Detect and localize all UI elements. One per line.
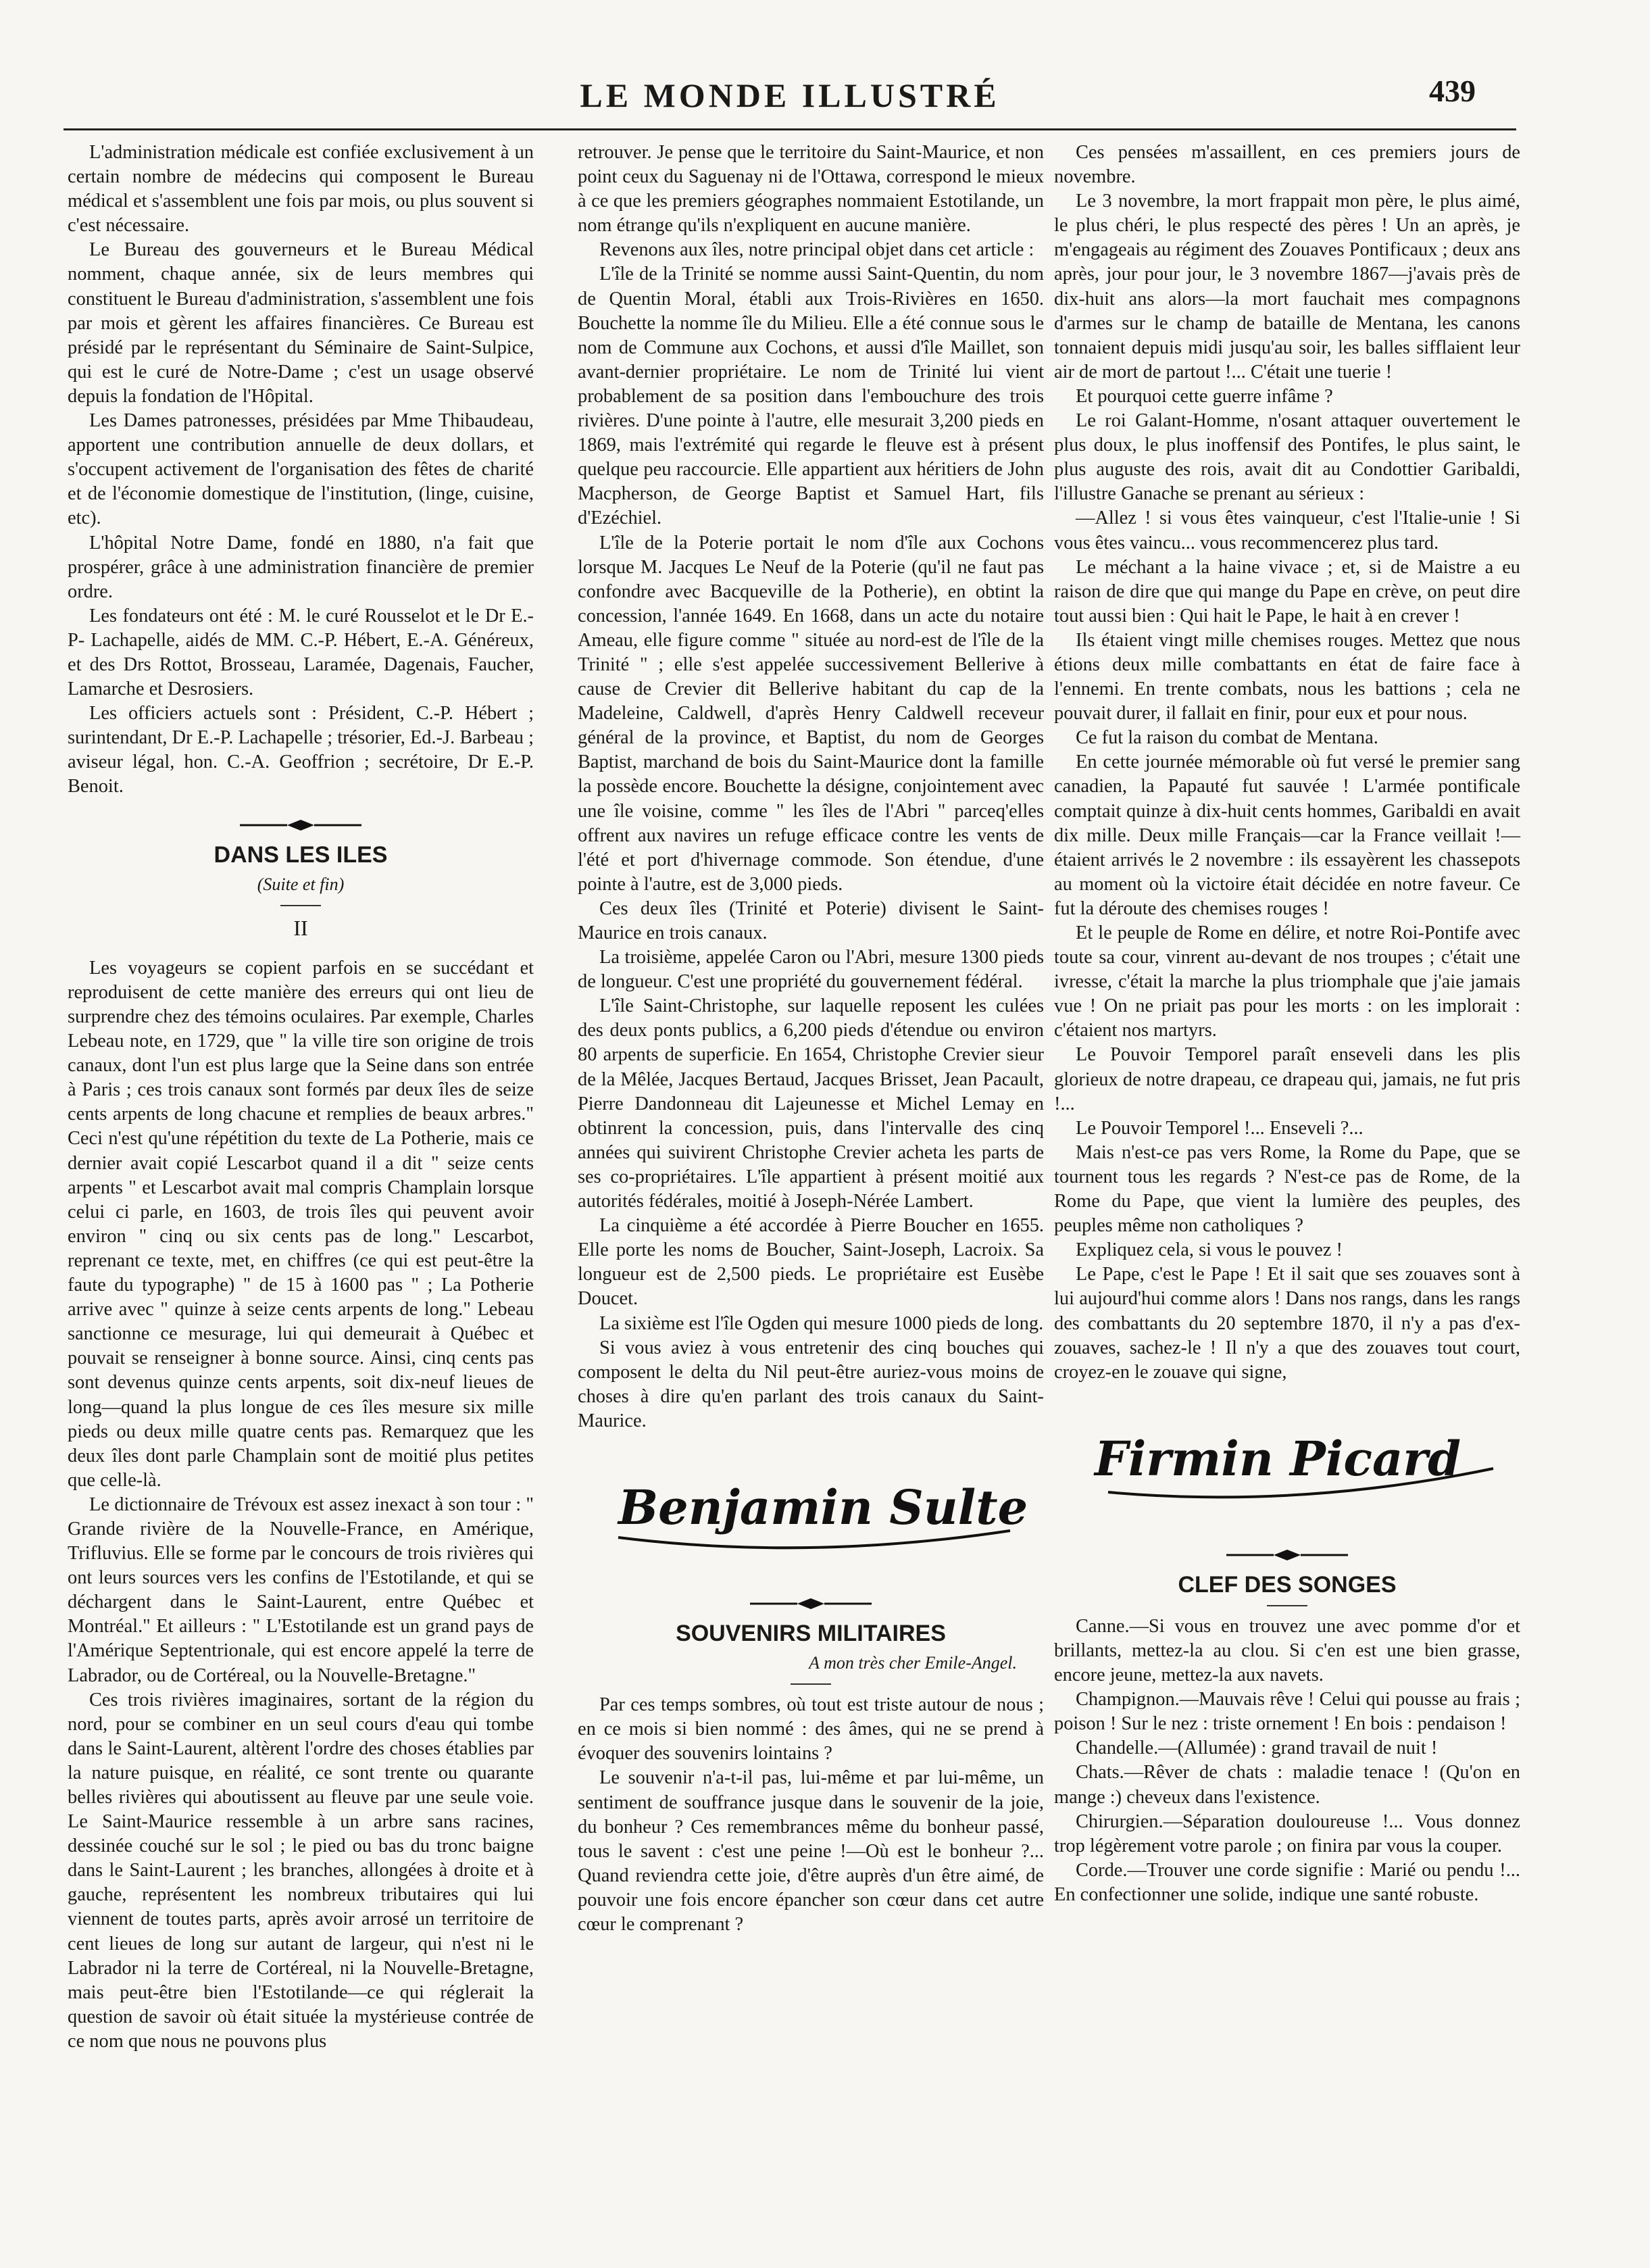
divider-rule (280, 905, 321, 906)
section-subtitle: (Suite et fin) (257, 874, 345, 894)
paragraph: Ces pensées m'assaillent, en ces premiers jours de novembre. (1054, 142, 1520, 188)
paragraph: Le Bureau des gouverneurs et le Bureau Médical nomment, chaque année, six de leurs membres qui constituent le Bureau d'administration, s'assemblent une fois par mois et gèrent les affaires financières. Ce Bureau est présidé par le représentant du Séminaire de Saint-Sulpice, qui est le curé de Notre-Dame ; c'est un usage observé depuis la fondation de l'Hôpital. (68, 239, 534, 407)
paragraph: Mais n'est-ce pas vers Rome, la Rome du Pape, que se tournent tous les regards ? N'est-ce pas de Rome, de la Rome du Pape, que vient la lumière des peuples, des peuples même non catholiques ? (1054, 1141, 1520, 1237)
paragraph: Par ces temps sombres, où tout est triste autour de nous ; en ce mois si bien nommé : des âmes, qui ne se prend à évoquer des souvenirs lointains ? (578, 1694, 1044, 1765)
paragraph: Et pourquoi cette guerre infâme ? (1076, 385, 1333, 407)
signature-text: Firmin Picard (1095, 1430, 1461, 1487)
paragraph: Le roi Galant-Homme, n'osant attaquer ouvertement le plus doux, le plus inoffensif des Pontifes, le plus saint, le plus auguste des rois, avait dit au Condottier Garibaldi, l'illustre Ganache se prenant au sérieux : (1054, 410, 1520, 505)
ornament-divider (1054, 1544, 1520, 1558)
signature-sulte (578, 1443, 1044, 1578)
signature-picard (1054, 1394, 1520, 1529)
column-2 (578, 141, 1044, 1937)
paragraph: Chirurgien.—Séparation douloureuse !... Vous donnez trop légèrement votre parole ; on finira par vous la couper. (1054, 1810, 1520, 1856)
page-header (64, 68, 1516, 130)
paragraph: —Allez ! si vous êtes vainqueur, c'est l'Italie-unie ! Si vous êtes vaincu... vous recommencerez plus tard. (1054, 508, 1520, 553)
paragraph-continuation: retrouver. Je pense que le territoire du Saint-Maurice, et non point ceux du Saguenay ni de l'Ottawa, correspond le mieux à ce que les premiers géographes nommaient Estotilande, un nom étrange qu'ils n'expliquent en aucune manière. (578, 142, 1044, 237)
dedication: A mon très cher Emile-Angel. (809, 1653, 1017, 1673)
paragraph: Le méchant a la haine vivace ; et, si de Maistre a eu raison de dire que qui mange du Pape en crève, on peut dire tout aussi bien : Qui hait le Pape, le hait à en crever ! (1054, 556, 1520, 626)
paragraph: Champignon.—Mauvais rêve ! Celui qui pousse au frais ; poison ! Sur le nez : triste ornement ! En bois : pendaison ! (1054, 1689, 1520, 1735)
section-number: II (293, 915, 308, 940)
paragraph: Chats.—Rêver de chats : maladie tenace ! (Qu'on en mange :) cheveux dans l'existence. (1054, 1762, 1520, 1808)
paragraph: La troisième, appelée Caron ou l'Abri, mesure 1300 pieds de longueur. C'est une propriété du gouvernement fédéral. (578, 947, 1044, 993)
paragraph: L'hôpital Notre Dame, fondé en 1880, n'a fait que prospérer, grâce à une administration financière de premier ordre. (68, 532, 534, 602)
paragraph: Si vous aviez à vous entretenir des cinq bouches qui composent le delta du Nil peut-être auriez-vous moins de choses à dire qu'en parlant des trois canaux du Saint-Maurice. (578, 1337, 1044, 1431)
paragraph: Le Pape, c'est le Pape ! Et il sait que ses zouaves sont à lui aujourd'hui comme alors ! Dans nos rangs, dans les rangs des combattants du 20 septembre 1870, il n'y a pas d'ex-zouaves, sachez-le ! Il n'y a que des zouaves tout court, croyez-en le zouave qui signe, (1054, 1264, 1520, 1383)
section-title: CLEF DES SONGES (1178, 1571, 1397, 1598)
paragraph: La sixième est l'île Ogden qui mesure 1000 pieds de long. (599, 1312, 1044, 1334)
divider-rule (1267, 1605, 1307, 1606)
paragraph: L'île de la Poterie portait le nom d'île aux Cochons lorsque M. Jacques Le Neuf de la Poterie (qu'il ne faut pas confondre avec Bacqueville de la Potherie), en obtint la concession, l'année 1649. En 1668, dans un acte du notaire Ameau, elle figure comme " située au nord-est de l'île de la Trinité " ; elle s'est appelée successivement Bellerive à cause de Crevier dit Bellerive habitant du cap de la Madeleine, Caldwell, d'après Henry Caldwell receveur général de la province, et Baptist, du nom de Georges Baptist, marchand de bois du Saint-Maurice dont la famille la possède encore. Bouchette la désigne, conjointement avec une île voisine, comme " les îles de l'Abri " parceq'elles offrent aux navires un refuge efficace contre les vents de l'été et port d'hivernage commode. Son étendue, d'une pointe à l'autre, est de 3,000 pieds. (578, 532, 1044, 895)
paragraph: L'île Saint-Christophe, sur laquelle reposent les culées des deux ponts publics, a 6,200 pieds d'étendue ou environ 80 arpents de superficie. En 1654, Christophe Crevier sieur de la Mêlée, Jacques Bertaud, Jacques Brisset, Jean Pacault, Pierre Dandonneau dit Lajeunesse et Michel Lemay en obtinrent la concession, puis, dans l'intervalle des cinq années qui suivirent Christophe Crevier acheta les parts de ses co-propriétaires. L'île appartient à présent moitié aux autorités fédérales, moitié à Joseph-Nérée Lambert. (578, 995, 1044, 1212)
paragraph: Chandelle.—(Allumée) : grand travail de nuit ! (1076, 1737, 1438, 1759)
paragraph: Ces deux îles (Trinité et Poterie) divisent le Saint-Maurice en trois canaux. (578, 897, 1044, 943)
paragraph: Le dictionnaire de Trévoux est assez inexact à son tour : " Grande rivière de la Nouvelle-France, en Amérique, Trifluvius. Elle se forme par le concours de trois rivières qui ont leurs sources vers les confins de l'Estotilande, et qui se déchargent dans le Saint-Laurent, entre Québec et Montréal." Et ailleurs : " L'Estotilande est un grand pays de l'Amérique Septentrionale, qui est encore appelé la terre de Labrador, ou de Cortéreal, ou la Nouvelle-Bretagne." (68, 1494, 534, 1686)
column-1 (68, 141, 534, 2054)
paragraph: Revenons aux îles, notre principal objet dans cet article : (599, 239, 1034, 261)
paragraph: La cinquième a été accordée à Pierre Boucher en 1655. Elle porte les noms de Boucher, Saint-Joseph, Lacroix. Sa longueur est de 2,500 pieds. Le propriétaire est Eusèbe Doucet. (578, 1215, 1044, 1310)
paragraph: Canne.—Si vous en trouvez une avec pomme d'or et brillants, mettez-la au clou. Si c'en est une bien grasse, encore jeune, mettez-la aux navets. (1054, 1615, 1520, 1686)
paragraph: L'administration médicale est confiée exclusivement à un certain nombre de médecins qui composent le Bureau médical et s'assemblent une fois par mois, ou plus souvent si c'est nécessaire. (68, 142, 534, 237)
section-title: DANS LES ILES (214, 841, 388, 868)
divider-rule (791, 1683, 831, 1685)
page-number: 439 (1429, 74, 1476, 108)
paragraph: Le Pouvoir Temporel paraît enseveli dans les plis glorieux de notre drapeau, ce drapeau qui, jamais, ne fut pris !... (1054, 1044, 1520, 1114)
paragraph: L'île de la Trinité se nomme aussi Saint-Quentin, du nom de Quentin Moral, établi aux Trois-Rivières en 1650. Bouchette la nomme île du Milieu. Elle a été connue sous le nom de Commune aux Cochons, et aussi d'île Maillet, son avant-dernier propriétaire. Le nom de Trinité lui vient probablement de sa position dans l'embouchure des trois rivières. D'une pointe à l'autre, elle mesurait 3,200 pieds en 1869, mais l'extrémité qui regarde le fleuve est à présent quelque peu raccourcie. Elle appartient aux héritiers de John Macpherson, de George Baptist et Samuel Hart, fils d'Ezéchiel. (578, 264, 1044, 529)
ornament-divider (578, 1593, 1044, 1606)
paragraph: Ces trois rivières imaginaires, sortant de la région du nord, pour se combiner en un seul cours d'eau qui tombe dans le Saint-Laurent, altèrent l'ordre des choses établies par la nature puisque, en réalité, ce sont trente ou quarante belles rivières qui aboutissent au fleuve par une seule voie. Le Saint-Maurice ressemble à un arbre sans racines, dessinée couché sur le sol ; le pied ou bas du tronc baigne dans le Saint-Laurent ; les branches, allongées à droite et à gauche, représentent les nombreux tributaires qui lui viennent de toutes parts, après avoir arrosé un territoire de cent lieues de long sur autant de largeur, qui n'est ni le Labrador ni la terre de Cortéreal, ni la Nouvelle-Bretagne, mais peut-être bien l'Estotilande—ce qui réglerait la question de savoir où était située la mystérieuse contrée de ce nom que nous ne pouvons plus (68, 1689, 534, 2052)
paragraph: Expliquez cela, si vous le pouvez ! (1076, 1239, 1343, 1261)
paragraph: Le 3 novembre, la mort frappait mon père, le plus aimé, le plus chéri, le plus respecté des pères ! Un an après, je m'engageais au régiment des Zouaves Pontificaux ; deux ans après, jour pour jour, le 3 novembre 1867—j'avais près de dix-huit ans alors—la mort fauchait mes compagnons d'armes sur le champ de bataille de Mentana, les canons tonnaient depuis midi jusqu'au soir, les balles sifflaient leur air de mort de partout !... C'était une tuerie ! (1054, 191, 1520, 383)
paragraph: Ils étaient vingt mille chemises rouges. Mettez que nous étions deux mille combattants en état de faire face à l'ennemi. En trente combats, nous les battions ; cela ne pouvait durer, il fallait en finir, pour eux et pour nous. (1054, 629, 1520, 724)
paragraph: Les officiers actuels sont : Président, C.-P. Hébert ; surintendant, Dr E.-P. Lachapelle ; trésorier, Ed.-J. Barbeau ; aviseur légal, hon. C.-A. Geoffrion ; secrétoire, Dr E.-P. Benoit. (68, 703, 534, 797)
signature-text: Benjamin Sulte (618, 1479, 1028, 1535)
paragraph: Corde.—Trouver une corde signifie : Marié ou pendu !... En confectionner une solide, indique une santé robuste. (1054, 1859, 1520, 1905)
paragraph: En cette journée mémorable où fut versé le premier sang canadien, la Papauté fut sauvée ! L'armée pontificale comptait quinze à dix-huit cents hommes, Garibaldi en avait dix mille. Deux mille Français—car la France veillait !—étaient arrivés le 2 novembre : ils essayèrent les chassepots au moment où la victoire était décidée en notre faveur. Ce fut la déroute des chemises rouges ! (1054, 751, 1520, 919)
paragraph: Le souvenir n'a-t-il pas, lui-même et par lui-même, un sentiment de souffrance jusque dans le souvenir de la joie, du bonheur ? Ces remembrances même du bonheur passé, tous le savent : c'est une peine !—Où est le bonheur ?... Quand reviendra cette joie, d'être auprès d'un être aimé, de pouvoir une fois encore épancher son cœur dans cet autre cœur le comprenant ? (578, 1767, 1044, 1935)
masthead: LE MONDE ILLUSTRÉ (580, 76, 1000, 114)
paragraph: Les voyageurs se copient parfois en se succédant et reproduisent de cette manière des erreurs qui ont lieu de surprendre chez des témoins oculaires. Par exemple, Charles Lebeau note, en 1729, que " la ville tire son origine de trois canaux, dont l'un est plus large que la Seine dans son entrée à Paris ; ces trois canaux sont formés par deux îles de seize cents arpents de long chacune et remplies de beaux arbres." Ceci n'est qu'une répétition du texte de La Potherie, mais ce dernier avait copié Lescarbot quand il a dit " seize cents arpents " et Lescarbot avait mal compris Champlain lorsque celui ci parle, en 1603, de trois îles qui peuvent avoir environ " cinq ou six cents pas de long." Lescarbot, reprenant ce texte, met, en chiffres (ce qui est peut-être la faute du typographe) " de 15 à 1600 pas " ; La Potherie arrive avec " quinze à seize cents arpents de long." Lebeau sanctionne ce mesurage, lui qui demeurait à Québec et pouvait se renseigner à bonne source. Ainsi, cinq cents pas sont devenus quinze cents arpents, soit dix-neuf lieues de long—quand la plus longue de ces îles mesure six mille pieds ou deux mille quatre cents pas. Remarquez que les deux îles dont parle Champlain sont de moitié plus petites que celle-là. (68, 957, 534, 1491)
ornament-divider (68, 814, 534, 828)
paragraph: Et le peuple de Rome en délire, et notre Roi-Pontife avec toute sa cour, vinrent au-devant de nos troupes ; c'était une ivresse, c'était la marche la plus triomphale que j'aie jamais vue ! On ne priait pas pour les morts : on les implorait : c'étaient nos martyrs. (1054, 922, 1520, 1041)
paragraph: Le Pouvoir Temporel !... Enseveli ?... (1076, 1117, 1364, 1139)
paragraph: Ce fut la raison du combat de Mentana. (1076, 727, 1378, 749)
paragraph: Les fondateurs ont été : M. le curé Rousselot et le Dr E.-P- Lachapelle, aidés de MM. C.-P. Hébert, E.-A. Généreux, et des Drs Rottot, Brosseau, Laramée, Dagenais, Faucher, Lamarche et Desrosiers. (68, 605, 534, 700)
column-3 (1054, 141, 1520, 1907)
section-title: SOUVENIRS MILITAIRES (676, 1620, 946, 1646)
paragraph: Les Dames patronesses, présidées par Mme Thibaudeau, apportent une contribution annuelle de deux dollars, et s'occupent activement de l'organisation des fêtes de charité et de l'économie domestique de l'institution, (linge, cuisine, etc). (68, 410, 534, 529)
